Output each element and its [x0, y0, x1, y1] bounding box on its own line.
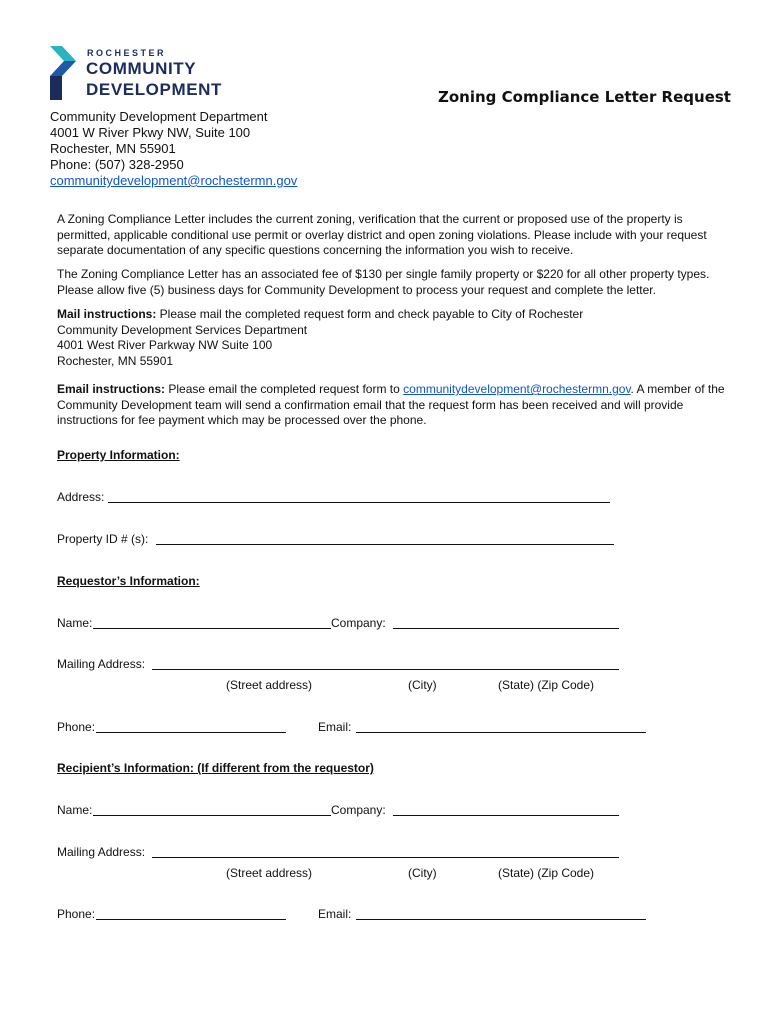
- recipient-company-label: Company:: [331, 803, 386, 817]
- address-field[interactable]: [108, 502, 610, 503]
- mail-instructions-label: Mail instructions:: [57, 307, 157, 321]
- logo-community-text: COMMUNITY: [86, 59, 197, 78]
- requestor-state-hint: (State) (Zip Code): [498, 678, 595, 692]
- department-phone: Phone: (507) 328-2950: [50, 157, 184, 172]
- requestor-company-field[interactable]: [393, 628, 619, 629]
- property-id-label: Property ID # (s):: [57, 532, 149, 546]
- requestor-phone-field[interactable]: [96, 732, 286, 733]
- recipient-state-hint: (State) (Zip Code): [498, 866, 595, 880]
- logo-development-text: DEVELOPMENT: [86, 80, 223, 99]
- requestor-city-hint: (City): [408, 678, 437, 692]
- mail-instructions: [57, 307, 727, 369]
- recipient-name-field[interactable]: [93, 815, 331, 816]
- requestor-email-field[interactable]: [356, 732, 646, 733]
- email-instructions-post: . A member of the Community Development team will send a confirmation email that the request form has been received and will provide instructions for fee payment which may be processed over the phone.: [57, 382, 725, 427]
- address-label: Address:: [57, 490, 105, 504]
- requestor-name-label: Name:: [57, 616, 93, 630]
- property-id-field[interactable]: [156, 544, 614, 545]
- page-title: Zoning Compliance Letter Request: [438, 88, 731, 106]
- requestor-company-label: Company:: [331, 616, 386, 630]
- requestor-email-label: Email:: [318, 720, 352, 734]
- department-address-block: [50, 109, 297, 189]
- recipient-email-label: Email:: [318, 907, 352, 921]
- recipient-phone-label: Phone:: [57, 907, 96, 921]
- recipient-email-field[interactable]: [356, 919, 646, 920]
- intro-paragraph: A Zoning Compliance Letter includes the current zoning, verification that the current or proposed use of the property is permitted, applicable conditional use permit or overlay district and open zoning violations. Please include with your request separate documentation of any specific questions concerning the information you wish to receive.: [57, 212, 707, 257]
- email-instructions-pre: Please email the completed request form to: [165, 382, 404, 396]
- recipient-name-label: Name:: [57, 803, 93, 817]
- requestor-mailing-field[interactable]: [152, 669, 619, 670]
- mail-instructions-text: Please mail the completed request form and check payable to City of Rochester: [156, 307, 584, 321]
- requestor-mailing-label: Mailing Address:: [57, 657, 146, 671]
- fee-paragraph: The Zoning Compliance Letter has an associated fee of $130 per single family property or $220 for all other property types. Please allow five (5) business days for Community Development to process your request and complete the letter.: [57, 267, 710, 297]
- email-instructions-link[interactable]: communitydevelopment@rochestermn.gov: [403, 382, 631, 396]
- department-email-link[interactable]: communitydevelopment@rochestermn.gov: [50, 173, 298, 188]
- department-city: Rochester, MN 55901: [50, 141, 176, 156]
- email-instructions-label: Email instructions:: [57, 382, 166, 396]
- recipient-city-hint: (City): [408, 866, 437, 880]
- requestor-name-field[interactable]: [93, 628, 331, 629]
- requestor-info-heading: Requestor’s Information:: [57, 574, 200, 588]
- recipient-company-field[interactable]: [393, 815, 619, 816]
- department-street: 4001 W River Pkwy NW, Suite 100: [50, 125, 251, 140]
- recipient-mailing-label: Mailing Address:: [57, 845, 146, 859]
- mail-line-4: Rochester, MN 55901: [57, 353, 174, 368]
- logo-chevron-icon: [48, 44, 78, 102]
- requestor-phone-label: Phone:: [57, 720, 96, 734]
- recipient-phone-field[interactable]: [96, 919, 286, 920]
- email-instructions: [57, 382, 727, 429]
- property-info-heading: Property Information:: [57, 448, 180, 462]
- logo-rochester-text: ROCHESTER: [87, 48, 167, 58]
- recipient-info-heading: Recipient’s Information: (If different from the requestor): [57, 761, 374, 775]
- requestor-street-hint: (Street address): [226, 678, 313, 692]
- department-name: Community Development Department: [50, 109, 268, 124]
- mail-line-3: 4001 West River Parkway NW Suite 100: [57, 338, 273, 352]
- recipient-mailing-field[interactable]: [152, 857, 619, 858]
- mail-line-2: Community Development Services Department: [57, 322, 308, 337]
- recipient-street-hint: (Street address): [226, 866, 313, 880]
